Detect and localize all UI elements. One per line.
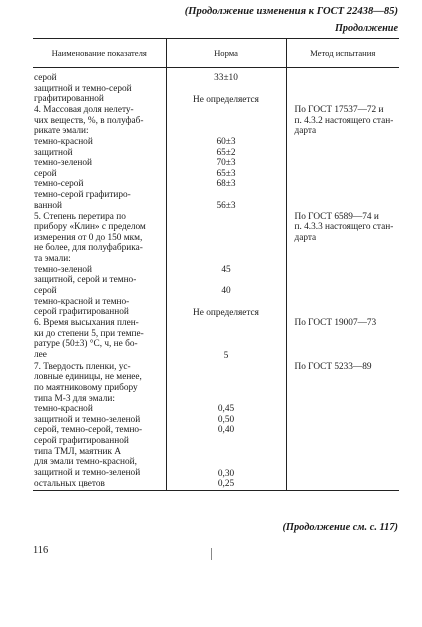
norm-cell (166, 318, 286, 362)
norm-cell (166, 179, 286, 190)
norm-cell (166, 275, 286, 297)
cell-line: 40 (221, 286, 231, 297)
column-header-indicator: Наименование показателя (33, 39, 166, 68)
cell-line (167, 458, 286, 469)
cell-line: по маятниковому прибору (34, 383, 138, 394)
method-cell (286, 105, 399, 137)
indicator-cell (33, 212, 166, 265)
cell-line: прибору «Клин» с пределом (34, 222, 146, 233)
cell-line (167, 84, 286, 95)
cell-line: 0,30 (217, 468, 235, 479)
cell-line: дарта (294, 232, 317, 243)
norm-cell (166, 265, 286, 276)
cell-line: 6. Время высыхания плен- (34, 318, 139, 329)
method-cell (286, 415, 399, 426)
cell-line: 33±10 (214, 73, 238, 83)
cell-line: ки до степени 5, при темпе- (34, 328, 144, 339)
cell-line (167, 297, 286, 308)
cell-line: защитной, серой и темно- (34, 275, 137, 286)
cell-line: серой (34, 73, 57, 83)
norm-cell (166, 105, 286, 137)
cell-line (167, 190, 286, 201)
method-cell (286, 318, 399, 362)
method-cell (286, 212, 399, 265)
cell-line: 56±3 (216, 200, 236, 211)
cell-line: та эмали: (34, 253, 71, 264)
method-cell (286, 265, 399, 276)
table-row (33, 212, 399, 265)
cell-line: графитированной (34, 94, 104, 105)
indicator-cell (33, 68, 166, 84)
cell-line: По ГОСТ 5233—89 (294, 361, 372, 372)
table-row (33, 479, 399, 490)
table-header-row (33, 39, 399, 68)
cell-line: 0,40 (217, 425, 235, 436)
norm-cell (166, 404, 286, 415)
method-cell (286, 179, 399, 190)
norm-cell (166, 362, 286, 404)
cell-line: темно-красной и темно- (34, 296, 130, 307)
method-cell (286, 362, 399, 404)
indicator-cell (33, 190, 166, 212)
table-row (33, 275, 399, 297)
cell-line: остальных цветов (34, 479, 105, 490)
norm-cell (166, 68, 286, 84)
cell-line: 68±3 (216, 179, 236, 190)
table-row (33, 362, 399, 404)
indicator-cell (33, 479, 166, 490)
cell-line: серой, темно-серой, темно- (34, 425, 143, 436)
method-cell (286, 275, 399, 297)
method-cell (286, 148, 399, 159)
cell-line: ловные единицы, не менее, (34, 372, 142, 383)
indicator-cell (33, 148, 166, 159)
cell-line: лее (34, 350, 47, 361)
cell-line: темно-зеленой (34, 264, 92, 275)
cell-line: защитной и темно-зеленой (34, 414, 141, 425)
table-row (33, 415, 399, 426)
table-row (33, 190, 399, 212)
indicator-cell (33, 179, 166, 190)
method-cell (286, 479, 399, 490)
indicator-cell (33, 275, 166, 297)
cell-line: типа М-3 для эмали: (34, 393, 115, 404)
cell-line: типа ТМЛ, маятник А (34, 446, 122, 457)
column-header-method: Метод испытания (286, 39, 399, 68)
cell-line: ванной (34, 200, 62, 211)
table-row (33, 105, 399, 137)
cell-line: темно-зеленой (34, 158, 92, 169)
method-cell (286, 169, 399, 180)
table-row (33, 447, 399, 480)
cell-line: серой (34, 285, 57, 296)
cell-line (167, 447, 286, 458)
method-cell (286, 425, 399, 446)
norm-cell (166, 479, 286, 490)
cell-line: По ГОСТ 19007—73 (294, 318, 377, 329)
cell-line: защитной и темно-серой (34, 83, 132, 94)
cell-line (167, 340, 286, 351)
method-cell (286, 447, 399, 480)
cell-line: серой графитированной (34, 307, 129, 318)
indicator-cell (33, 265, 166, 276)
table-row (33, 265, 399, 276)
indicator-cell (33, 362, 166, 404)
indicator-cell (33, 105, 166, 137)
norm-cell (166, 297, 286, 319)
norm-cell (166, 425, 286, 446)
method-cell (286, 158, 399, 169)
method-cell (286, 190, 399, 212)
norm-cell (166, 84, 286, 106)
cell-line: 65±3 (216, 168, 236, 179)
cell-line: 45 (221, 264, 231, 275)
cell-line: 5 (223, 351, 229, 362)
method-cell (286, 84, 399, 106)
cell-line: темно-серой графитиро- (34, 189, 131, 200)
cell-line: 0,45 (217, 404, 235, 415)
method-cell (286, 404, 399, 415)
norm-cell (166, 137, 286, 148)
table-row (33, 169, 399, 180)
cell-line: По ГОСТ 17537—72 и (294, 105, 384, 116)
indicator-cell (33, 158, 166, 169)
method-cell (286, 137, 399, 148)
cell-line: Не определяется (193, 94, 259, 105)
continuation-note: (Продолжение см. с. 117) (282, 522, 398, 533)
column-header-norm: Норма (166, 39, 286, 68)
cell-line: для эмали темно-красной, (34, 457, 137, 468)
indicator-cell (33, 415, 166, 426)
cell-line: рикате эмали: (34, 126, 89, 137)
cell-line: серой графитированной (34, 436, 129, 447)
table-row (33, 404, 399, 415)
cell-line (167, 329, 286, 340)
table-row (33, 137, 399, 148)
cell-line: 4. Массовая доля нелету- (34, 105, 134, 116)
header-amendment-title: (Продолжение изменения к ГОСТ 22438—85) (184, 6, 398, 17)
indicator-cell (33, 447, 166, 480)
table-row (33, 148, 399, 159)
cell-line: ратуре (50±3) °С, ч, не бо- (34, 339, 138, 350)
norm-cell (166, 169, 286, 180)
cell-line (167, 318, 286, 329)
cell-line: дарта (294, 126, 317, 137)
norm-cell (166, 415, 286, 426)
cell-line: чих веществ, %, в полуфаб- (34, 115, 144, 126)
cell-line: 5. Степень перетира по (34, 211, 126, 222)
indicator-cell (33, 318, 166, 362)
cell-line: защитной (34, 147, 73, 158)
cell-line: 0,50 (217, 414, 235, 425)
table-row (33, 318, 399, 362)
cell-line: не более, для полуфабрика- (34, 243, 143, 254)
cell-line: темно-красной (34, 136, 93, 147)
cell-line: темно-серой (34, 179, 84, 190)
table-row (33, 425, 399, 446)
table-row (33, 179, 399, 190)
indicator-cell (33, 137, 166, 148)
table-row (33, 158, 399, 169)
table-row (33, 84, 399, 106)
cell-line: серой (34, 168, 57, 179)
cell-line: 0,25 (217, 479, 235, 490)
cell-line: п. 4.3.2 настоящего стан- (294, 115, 394, 126)
page-tick-mark (211, 548, 212, 560)
indicator-cell (33, 169, 166, 180)
cell-line: 7. Твердость пленки, ус- (34, 361, 131, 372)
cell-line: п. 4.3.3 настоящего стан- (294, 222, 394, 233)
table-row (33, 297, 399, 319)
norm-cell (166, 158, 286, 169)
norm-cell (166, 212, 286, 265)
indicator-cell (33, 425, 166, 446)
norm-cell (166, 190, 286, 212)
cell-line (167, 275, 286, 286)
header-continuation: Продолжение (334, 23, 398, 34)
cell-line: 70±3 (216, 158, 236, 169)
specification-table (33, 38, 399, 491)
cell-line: Не определяется (193, 307, 259, 318)
method-cell (286, 297, 399, 319)
indicator-cell (33, 404, 166, 415)
indicator-cell (33, 297, 166, 319)
norm-cell (166, 148, 286, 159)
cell-line: темно-красной (34, 404, 93, 415)
cell-line: По ГОСТ 6589—74 и (294, 211, 379, 222)
table-row (33, 68, 399, 84)
table-body (33, 68, 399, 491)
method-cell (286, 68, 399, 84)
page-number: 116 (33, 545, 49, 556)
cell-line: измерения от 0 до 150 мкм, (34, 232, 143, 243)
cell-line: защитной и темно-зеленой (34, 467, 141, 478)
cell-line: 60±3 (216, 136, 236, 147)
cell-line: 65±2 (216, 147, 236, 158)
norm-cell (166, 447, 286, 480)
indicator-cell (33, 84, 166, 106)
